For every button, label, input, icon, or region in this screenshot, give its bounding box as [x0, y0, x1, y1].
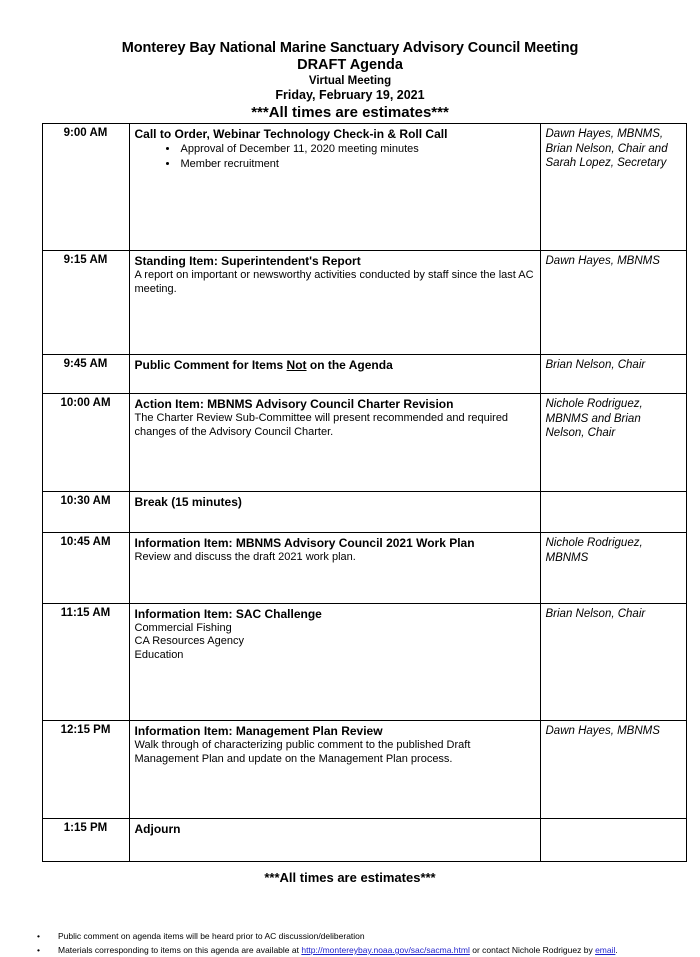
footnote-item — [0, 930, 700, 943]
bullet-icon: • — [37, 945, 40, 955]
agenda-item-description: A report on important or newsworthy activities conducted by staff since the last AC meeting. — [134, 269, 534, 295]
agenda-time: 1:15 PM — [42, 819, 129, 862]
agenda-item-title: Information Item: MBNMS Advisory Council 2021 Work Plan — [134, 536, 475, 550]
agenda-item-title: Information Item: SAC Challenge — [134, 606, 322, 621]
footnote-text-mid: or contact Nichole Rodriguez by — [469, 945, 596, 955]
agenda-item-subline: Education — [134, 648, 184, 661]
agenda-item-description: Review and discuss the draft 2021 work plan. — [134, 551, 356, 563]
agenda-item — [129, 355, 540, 394]
table-row — [42, 603, 686, 721]
table-row — [42, 355, 686, 394]
meeting-format: Virtual Meeting — [308, 75, 392, 87]
agenda-item — [129, 533, 540, 604]
agenda-item — [129, 492, 540, 533]
agenda-table-wrapper — [42, 123, 668, 862]
table-row — [42, 124, 686, 251]
agenda-item-bullets — [135, 142, 535, 172]
list-item: • Approval of December 11, 2020 meeting minutes — [179, 142, 535, 157]
agenda-time: 10:00 AM — [42, 394, 129, 492]
bullet-icon: • — [37, 931, 40, 941]
meeting-date: Friday, February 19, 2021 — [275, 88, 425, 102]
agenda-materials-link[interactable]: http://montereybay.noaa.gov/sac/sacma.html — [301, 945, 470, 955]
agenda-item-description: The Charter Review Sub-Committee will present recommended and required changes of the Advisory Council Charter. — [134, 412, 509, 438]
agenda-item — [129, 124, 540, 251]
table-row — [42, 721, 686, 819]
agenda-item-title: Information Item: Management Plan Review — [134, 724, 383, 738]
agenda-item-title: Call to Order, Webinar Technology Check-in & Roll Call — [134, 127, 448, 141]
title-part-pre: Public Comment for Items — [134, 358, 287, 372]
agenda-item-title: Break (15 minutes) — [134, 495, 242, 509]
agenda-time: 10:45 AM — [42, 533, 129, 604]
estimates-notice-bottom: ***All times are estimates*** — [264, 870, 436, 885]
agenda-presenter — [540, 819, 686, 862]
footnote-text-pre: Materials corresponding to items on this agenda are available at — [58, 945, 302, 955]
title-part-post: on the Agenda — [306, 358, 393, 372]
title-emphasis: Not — [286, 358, 307, 372]
document-subtitle: DRAFT Agenda — [297, 57, 403, 73]
agenda-time: 12:15 PM — [42, 721, 129, 819]
estimates-notice-top: ***All times are estimates*** — [251, 104, 449, 121]
document-title: Monterey Bay National Marine Sanctuary Advisory Council Meeting — [121, 40, 579, 56]
footnote-item — [0, 944, 700, 957]
agenda-presenter: Dawn Hayes, MBNMS — [540, 721, 686, 819]
agenda-time: 9:00 AM — [42, 124, 129, 251]
agenda-item-title: Adjourn — [134, 822, 181, 836]
table-row — [42, 819, 686, 862]
agenda-item-title: Standing Item: Superintendent's Report — [134, 254, 361, 268]
agenda-item — [129, 251, 540, 355]
agenda-item — [129, 603, 540, 721]
agenda-item-subline: CA Resources Agency — [134, 635, 244, 647]
agenda-item-subline: Commercial Fishing — [134, 621, 232, 634]
agenda-item — [129, 721, 540, 819]
agenda-presenter: Nichole Rodriguez, MBNMS and Brian Nelson, Chair — [540, 394, 686, 492]
agenda-item-title — [135, 358, 535, 373]
table-row — [42, 492, 686, 533]
agenda-presenter: Dawn Hayes, MBNMS, Brian Nelson, Chair and Sarah Lopez, Secretary — [540, 124, 686, 251]
agenda-time: 9:45 AM — [42, 355, 129, 394]
agenda-presenter: Nichole Rodriguez, MBNMS — [540, 533, 686, 604]
agenda-presenter: Dawn Hayes, MBNMS — [540, 251, 686, 355]
agenda-item — [129, 819, 540, 862]
footnote-text-post: . — [615, 945, 618, 955]
agenda-time: 9:15 AM — [42, 251, 129, 355]
table-row — [42, 251, 686, 355]
agenda-item — [129, 394, 540, 492]
agenda-time: 10:30 AM — [42, 492, 129, 533]
table-row — [42, 394, 686, 492]
footnotes-list — [0, 930, 700, 957]
agenda-presenter — [540, 492, 686, 533]
list-item: • Member recruitment — [179, 157, 535, 172]
footnote-text: Public comment on agenda items will be heard prior to AC discussion/deliberation — [58, 931, 365, 941]
agenda-presenter: Brian Nelson, Chair — [540, 355, 686, 394]
table-row — [42, 533, 686, 604]
document-header — [0, 0, 700, 122]
agenda-table — [42, 123, 687, 862]
agenda-item-title: Action Item: MBNMS Advisory Council Charter Revision — [134, 397, 454, 411]
agenda-time: 11:15 AM — [42, 603, 129, 721]
email-link[interactable]: email — [595, 945, 616, 955]
agenda-item-description: Walk through of characterizing public comment to the published Draft Management Plan and update on the Management Plan process. — [134, 739, 471, 765]
agenda-presenter: Brian Nelson, Chair — [540, 603, 686, 721]
